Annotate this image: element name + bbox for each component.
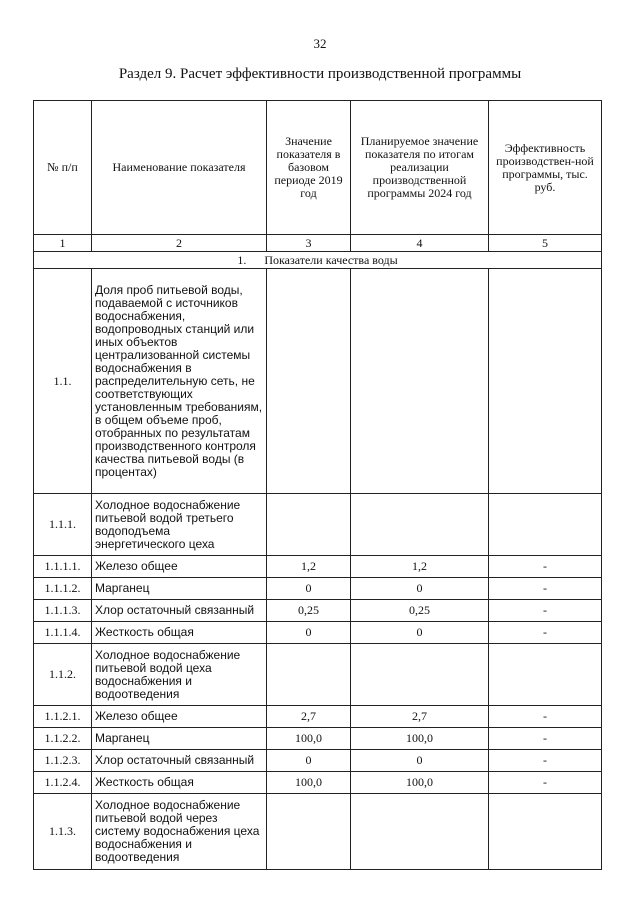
table-row <box>34 494 602 556</box>
row-eff <box>489 794 602 870</box>
page-number: 32 <box>313 36 327 51</box>
row-name: Жесткость общая <box>92 772 267 794</box>
header-name: Наименование показателя <box>92 101 267 235</box>
table-row <box>34 578 602 600</box>
row-eff: - <box>489 728 602 750</box>
row-base: 100,0 <box>267 728 351 750</box>
row-planned <box>351 644 489 706</box>
row-base <box>267 644 351 706</box>
row-num: 1.1.2.2. <box>34 728 92 750</box>
row-name: Холодное водоснабжение питьевой водой цеха водоснабжения и водоотведения <box>92 644 267 706</box>
row-base: 0 <box>267 750 351 772</box>
row-num: 1.1.1.3. <box>34 600 92 622</box>
table-row <box>34 750 602 772</box>
row-eff <box>489 269 602 494</box>
row-planned <box>351 269 489 494</box>
row-planned: 0,25 <box>351 600 489 622</box>
row-num: 1.1.1.1. <box>34 556 92 578</box>
table-row <box>34 706 602 728</box>
table-row <box>34 269 602 494</box>
header-planned: Планируемое значение показателя по итогам реализации производственной программы 2024 год <box>351 101 489 235</box>
table-header-row <box>34 101 602 235</box>
col-number: 5 <box>489 235 602 252</box>
row-planned: 2,7 <box>351 706 489 728</box>
row-num: 1.1.2.1. <box>34 706 92 728</box>
row-eff: - <box>489 706 602 728</box>
row-base: 0,25 <box>267 600 351 622</box>
row-planned: 1,2 <box>351 556 489 578</box>
row-base: 0 <box>267 622 351 644</box>
row-num: 1.1.2.4. <box>34 772 92 794</box>
row-num: 1.1.3. <box>34 794 92 870</box>
row-planned: 0 <box>351 750 489 772</box>
row-planned <box>351 494 489 556</box>
row-name: Марганец <box>92 728 267 750</box>
row-num: 1.1.2. <box>34 644 92 706</box>
table-row <box>34 728 602 750</box>
row-planned: 100,0 <box>351 772 489 794</box>
row-base: 100,0 <box>267 772 351 794</box>
col-number: 1 <box>34 235 92 252</box>
row-eff: - <box>489 622 602 644</box>
col-number: 4 <box>351 235 489 252</box>
column-numbers-row <box>34 235 602 252</box>
header-num: № п/п <box>34 101 92 235</box>
row-num: 1.1.1. <box>34 494 92 556</box>
row-planned: 0 <box>351 578 489 600</box>
table-row <box>34 772 602 794</box>
row-base <box>267 494 351 556</box>
row-name: Холодное водоснабжение питьевой водой третьего водоподъема энергетического цеха <box>92 494 267 556</box>
row-planned: 0 <box>351 622 489 644</box>
row-eff: - <box>489 556 602 578</box>
row-num: 1.1.2.3. <box>34 750 92 772</box>
row-eff: - <box>489 772 602 794</box>
row-name: Хлор остаточный связанный <box>92 600 267 622</box>
row-name: Доля проб питьевой воды, подаваемой с источников водоснабжения, водопроводных станций или иных объектов централизованной системы водоснабжения в распределительную сеть, не соответствующих установленным требованиям, в общем объеме проб, отобранных по результатам производственного контроля качества питьевой воды (в процентах) <box>92 269 267 494</box>
row-base: 2,7 <box>267 706 351 728</box>
header-base: Значение показателя в базовом периоде 2019 год <box>267 101 351 235</box>
row-name: Железо общее <box>92 556 267 578</box>
row-eff <box>489 644 602 706</box>
row-base <box>267 794 351 870</box>
col-number: 3 <box>267 235 351 252</box>
row-name: Холодное водоснабжение питьевой водой через систему водоснабжения цеха водоснабжения и водоотведения <box>92 794 267 870</box>
row-planned: 100,0 <box>351 728 489 750</box>
row-name: Жесткость общая <box>92 622 267 644</box>
row-num: 1.1. <box>34 269 92 494</box>
col-number: 2 <box>92 235 267 252</box>
row-eff: - <box>489 578 602 600</box>
row-num: 1.1.1.4. <box>34 622 92 644</box>
section-row <box>34 252 602 269</box>
row-name: Железо общее <box>92 706 267 728</box>
header-efficiency: Эффективность производствен-ной программы, тыс. руб. <box>489 101 602 235</box>
row-base <box>267 269 351 494</box>
section-title: Раздел 9. Расчет эффективности производственной программы <box>118 66 522 82</box>
row-name: Хлор остаточный связанный <box>92 750 267 772</box>
row-eff: - <box>489 600 602 622</box>
section-1-title: 1. Показатели качества воды <box>34 252 602 269</box>
table-row <box>34 622 602 644</box>
row-name: Марганец <box>92 578 267 600</box>
row-eff: - <box>489 750 602 772</box>
row-base: 1,2 <box>267 556 351 578</box>
efficiency-table <box>33 100 602 870</box>
table-row <box>34 794 602 870</box>
table-row <box>34 644 602 706</box>
row-base: 0 <box>267 578 351 600</box>
table-row <box>34 600 602 622</box>
row-planned <box>351 794 489 870</box>
row-eff <box>489 494 602 556</box>
row-num: 1.1.1.2. <box>34 578 92 600</box>
table-row <box>34 556 602 578</box>
